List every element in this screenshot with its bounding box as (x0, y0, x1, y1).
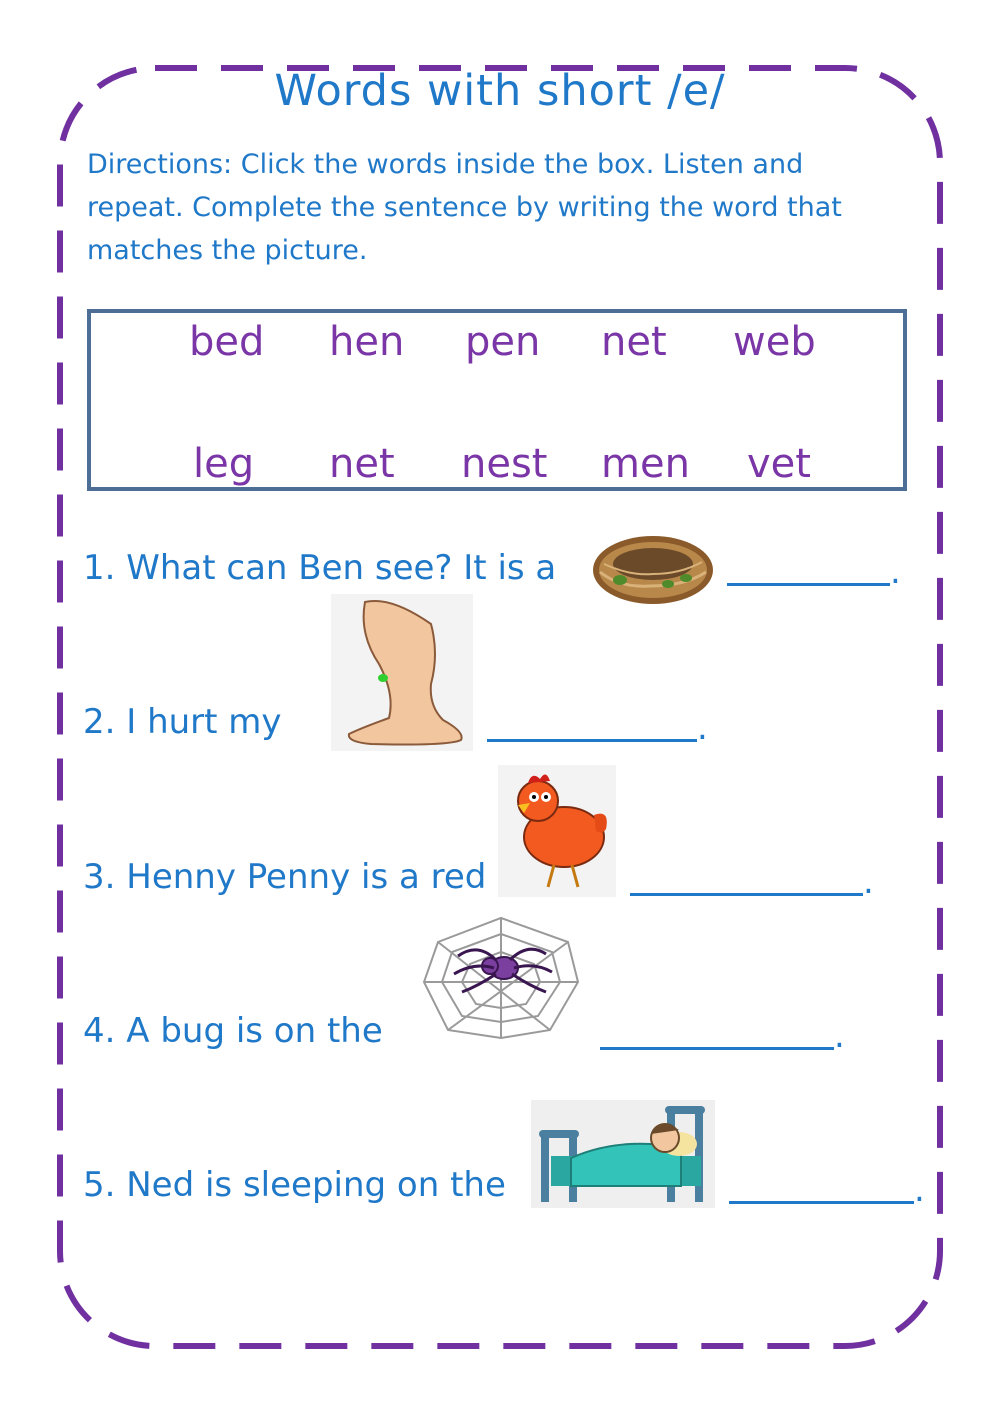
word-men[interactable]: men (601, 441, 690, 487)
word-leg[interactable]: leg (193, 441, 255, 487)
answer-blank-5[interactable] (729, 1201, 914, 1204)
word-vet[interactable]: vet (747, 441, 811, 487)
period-1: . (890, 552, 901, 592)
period-4: . (834, 1016, 845, 1056)
directions-text: Directions: Click the words inside the box. Listen and repeat. Complete the sentence by writing the word that matches the picture. (87, 149, 842, 266)
sentence-5: 5. Ned is sleeping on the (83, 1165, 506, 1205)
word-hen[interactable]: hen (329, 319, 405, 365)
sentence-4: 4. A bug is on the (83, 1011, 383, 1051)
word-pen[interactable]: pen (465, 319, 541, 365)
word-nest[interactable]: nest (461, 441, 548, 487)
period-3: . (863, 862, 874, 902)
word-net-2[interactable]: net (329, 441, 395, 487)
word-box (87, 309, 907, 491)
leg-picture (331, 594, 473, 751)
nest-picture (590, 528, 716, 608)
hen-picture (498, 765, 616, 897)
answer-blank-3[interactable] (630, 893, 863, 896)
sentence-1: 1. What can Ben see? It is a (83, 548, 557, 588)
worksheet-title: Words with short /e/ (274, 66, 726, 116)
period-2: . (697, 708, 708, 748)
bed-picture (531, 1100, 715, 1208)
answer-blank-4[interactable] (600, 1047, 834, 1050)
word-web[interactable]: web (733, 319, 816, 365)
sentence-2: 2. I hurt my (83, 702, 282, 742)
answer-blank-2[interactable] (487, 739, 697, 742)
period-5: . (914, 1170, 925, 1210)
sentence-3: 3. Henny Penny is a red (83, 857, 487, 897)
word-bed[interactable]: bed (189, 319, 265, 365)
answer-blank-1[interactable] (727, 583, 890, 586)
word-net[interactable]: net (601, 319, 667, 365)
spider-web-picture (418, 912, 584, 1044)
